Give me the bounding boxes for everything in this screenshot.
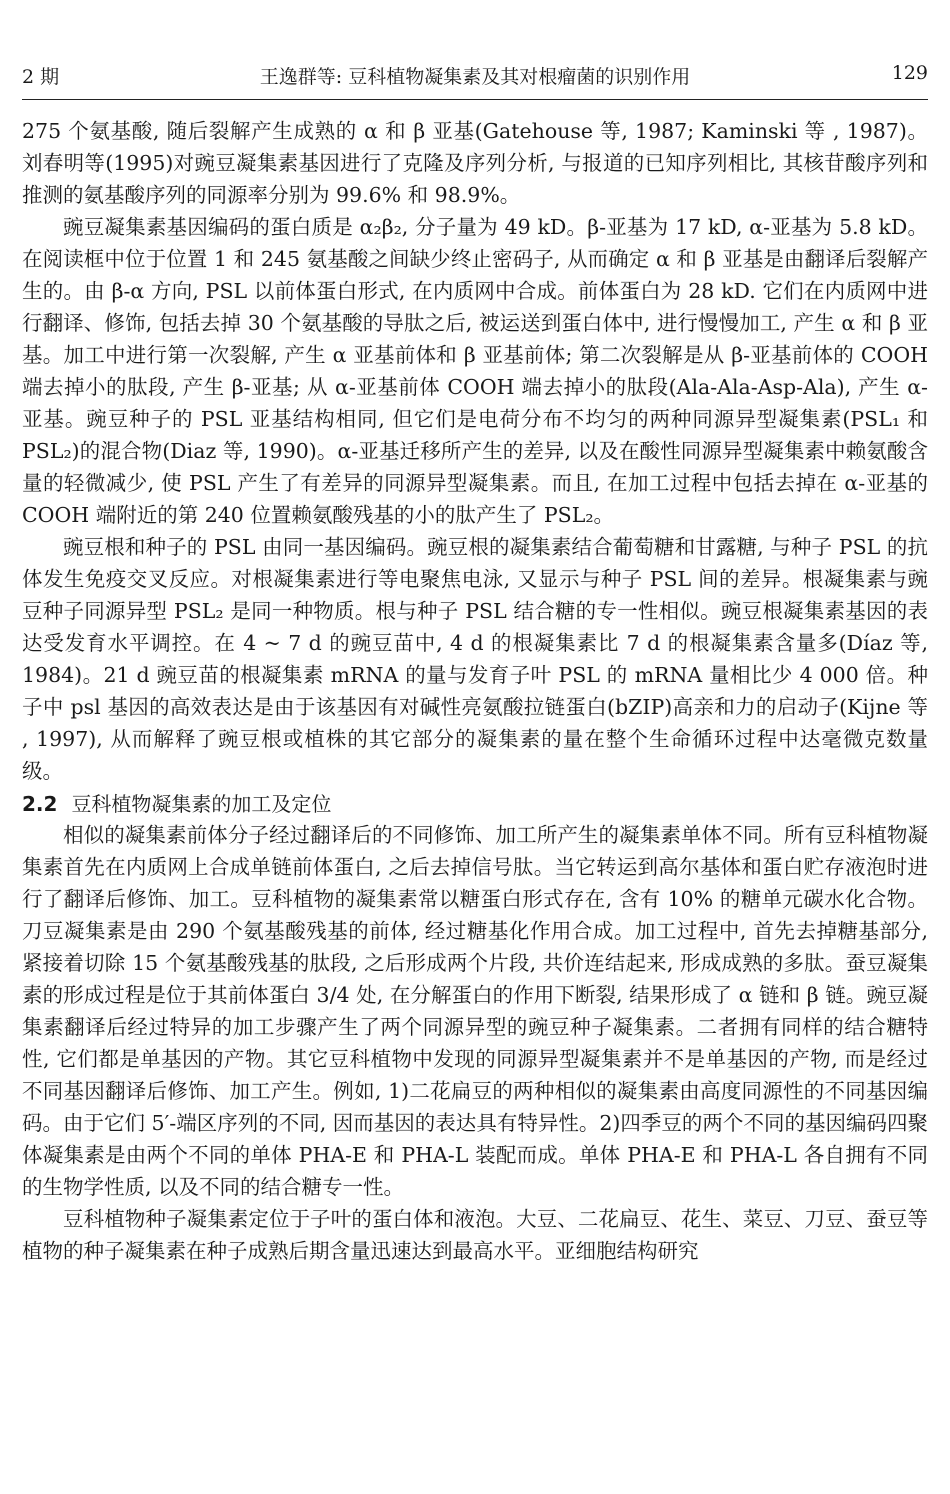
paragraph: 豌豆凝集素基因编码的蛋白质是 α₂β₂, 分子量为 49 kD。β-亚基为 17 kD, α-亚基为 5.8 kD。在阅读框中位于位置 1 和 245 氨基酸之间缺少终止密码子, 从而确定 α 和 β 亚基是由翻译后裂解产生的。由 β-α 方向, PSL 以前体蛋白形式, 在内质网中合成。前体蛋白为 28 kD. 它们在内质网中进行翻译、修饰, 包括去掉 30 个氨基酸的导肽之后, 被运送到蛋白体中, 进行慢慢加工, 产生 α 和 β 亚基。加工中进行第一次裂解, 产生 α 亚基前体和 β 亚基前体; 第二次裂解是从 β-亚基前体的 COOH 端去掉小的肽段, 产生 β-亚基; 从 α-亚基前体 COOH 端去掉小的肽段(Ala-Ala-Asp-Ala), 产生 α-亚基。豌豆种子的 PSL 亚基结构相同, 但它们是电荷分布不均匀的两种同源异型凝集素(PSL₁ 和 PSL₂)的混合物(Diaz 等, 1990)。α-亚基迁移所产生的差异, 以及在酸性同源异型凝集素中赖氨酸含量的轻微减少, 使 PSL 产生了有差异的同源异型凝集素。而且, 在加工过程中包括去掉在 α-亚基的 COOH 端附近的第 240 位置赖氨酸残基的小的肽产生了 PSL₂。	[22, 215, 928, 527]
running-title: 王逸群等: 豆科植物凝集素及其对根瘤菌的识别作用	[259, 66, 691, 88]
running-header	[22, 62, 928, 92]
paragraph: 豆科植物种子凝集素定位于子叶的蛋白体和液泡。大豆、二花扁豆、花生、菜豆、刀豆、蚕豆等植物的种子凝集素在种子成熟后期含量迅速达到最高水平。亚细胞结构研究	[22, 1207, 928, 1263]
section-number: 2.2	[22, 792, 58, 816]
section-title: 豆科植物凝集素的加工及定位	[71, 792, 332, 816]
article-body	[22, 115, 928, 1267]
paragraph: 相似的凝集素前体分子经过翻译后的不同修饰、加工所产生的凝集素单体不同。所有豆科植物凝集素首先在内质网上合成单链前体蛋白, 之后去掉信号肽。当它转运到高尔基体和蛋白贮存液泡时进行了翻译后修饰、加工。豆科植物的凝集素常以糖蛋白形式存在, 含有 10% 的糖单元碳水化合物。刀豆凝集素是由 290 个氨基酸残基的前体, 经过糖基化作用合成。加工过程中, 首先去掉糖基部分, 紧接着切除 15 个氨基酸残基的肽段, 之后形成两个片段, 共价连结起来, 形成成熟的多肽。蚕豆凝集素的形成过程是位于其前体蛋白 3/4 处, 在分解蛋白的作用下断裂, 结果形成了 α 链和 β 链。豌豆凝集素翻译后经过特异的加工步骤产生了两个同源异型的豌豆种子凝集素。二者拥有同样的结合糖特性, 它们都是单基因的产物。其它豆科植物中发现的同源异型凝集素并不是单基因的产物, 而是经过不同基因翻译后修饰、加工产生。例如, 1)二花扁豆的两种相似的凝集素由高度同源性的不同基因编码。由于它们 5′-端区序列的不同, 因而基因的表达具有特异性。2)四季豆的两个不同的基因编码四聚体凝集素是由两个不同的单体 PHA-E 和 PHA-L 装配而成。单体 PHA-E 和 PHA-L 各自拥有不同的生物学性质, 以及不同的结合糖专一性。	[22, 823, 928, 1199]
header-rule	[22, 99, 928, 100]
section-heading	[22, 789, 928, 819]
paragraph: 豌豆根和种子的 PSL 由同一基因编码。豌豆根的凝集素结合葡萄糖和甘露糖, 与种子 PSL 的抗体发生免疫交叉反应。对根凝集素进行等电聚焦电泳, 又显示与种子 PSL 间的差异。根凝集素与豌豆种子同源异型 PSL₂ 是同一种物质。根与种子 PSL 结合糖的专一性相似。豌豆根凝集素基因的表达受发育水平调控。在 4 ~ 7 d 的豌豆苗中, 4 d 的根凝集素比 7 d 的根凝集素含量多(Díaz 等, 1984)。21 d 豌豆苗的根凝集素 mRNA 的量与发育子叶 PSL 的 mRNA 量相比少 4 000 倍。种子中 psl 基因的高效表达是由于该基因有对碱性亮氨酸拉链蛋白(bZIP)高亲和力的启动子(Kijne 等 , 1997), 从而解释了豌豆根或植株的其它部分的凝集素的量在整个生命循环过程中达毫微克数量级。	[22, 535, 928, 783]
paragraph-continued: 275 个氨基酸, 随后裂解产生成熟的 α 和 β 亚基(Gatehouse 等, 1987; Kaminski 等 , 1987)。刘春明等(1995)对豌豆凝集素基因进行了克隆及序列分析, 与报道的已知序列相比, 其核苷酸序列和推测的氨基酸序列的同源率分别为 99.6% 和 98.9%。	[22, 119, 928, 207]
issue-number: 2 期	[22, 66, 60, 88]
page-number: 129	[891, 62, 928, 84]
